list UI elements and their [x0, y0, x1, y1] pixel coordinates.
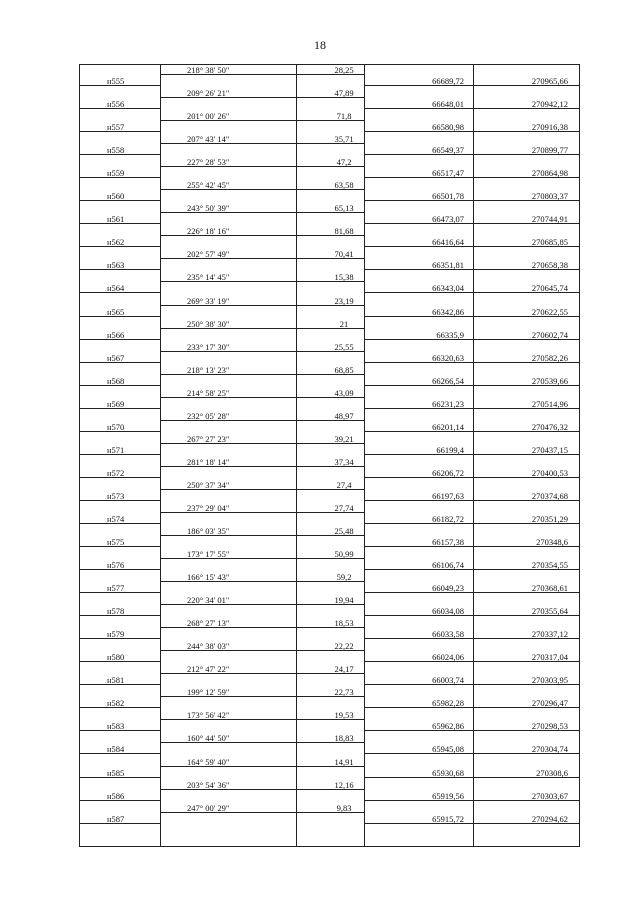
x-coordinate-cell: 66335,9: [436, 329, 464, 340]
angle-cell: 235° 14' 45": [187, 272, 230, 283]
x-coordinate-cell: 66024,06: [432, 652, 464, 663]
x-coordinate-cell: 66343,04: [432, 283, 464, 294]
distance-cell: 48,97: [334, 410, 354, 421]
angle-cell: 214° 58' 25": [187, 387, 230, 398]
point-id-cell: н576: [107, 560, 125, 571]
angle-cell: 201° 00' 26": [187, 111, 230, 122]
angle-cell: 173° 17' 55": [187, 549, 230, 560]
y-coordinate-cell: 270304,74: [531, 744, 568, 755]
x-coordinate-cell: 66501,78: [432, 191, 464, 202]
distance-cell: 9,83: [336, 802, 352, 813]
point-id-cell: н566: [107, 329, 125, 340]
x-coordinate-cell: 66266,54: [432, 375, 464, 386]
y-coordinate-cell: 270348,6: [536, 537, 568, 547]
distance-cell: 15,38: [334, 272, 354, 283]
angle-cell: 218° 13' 23": [187, 364, 230, 375]
angle-cell: 255° 42' 45": [187, 180, 230, 191]
point-id-cell: н569: [107, 398, 125, 409]
y-coordinate-cell: 270965,66: [531, 76, 568, 86]
point-id-cell: н558: [107, 145, 125, 156]
y-coordinate-cell: 270294,62: [531, 813, 568, 824]
distance-cell: 63,58: [334, 180, 354, 191]
y-coordinate-cell: 270374,68: [531, 490, 568, 501]
x-coordinate-cell: 66197,63: [432, 490, 464, 501]
point-id-cell: н587: [107, 813, 125, 824]
distance-cell: 19,94: [334, 595, 354, 606]
point-id-cell: н580: [107, 652, 125, 663]
y-coordinate-cell: 270864,98: [531, 168, 568, 179]
point-id-cell: н561: [107, 214, 125, 225]
coordinates-table: [79, 64, 580, 847]
point-id-cell: н571: [107, 444, 125, 455]
angle-cell: 268° 27' 13": [187, 618, 230, 629]
angle-cell: 267° 27' 23": [187, 433, 230, 444]
x-coordinate-cell: 66473,07: [432, 214, 464, 225]
point-id-cell: н584: [107, 744, 125, 755]
x-coordinate-cell: 66003,74: [432, 675, 464, 686]
y-coordinate-cell: 270803,37: [531, 191, 568, 202]
angle-cell: 281° 18' 14": [187, 456, 230, 467]
distance-cell: 65,13: [334, 203, 354, 214]
y-coordinate-cell: 270303,95: [531, 675, 568, 686]
y-coordinate-cell: 270317,04: [531, 652, 568, 663]
distance-cell: 43,09: [334, 387, 354, 398]
x-coordinate-cell: 66033,58: [432, 629, 464, 640]
distance-cell: 19,53: [334, 710, 354, 721]
point-id-cell: н575: [107, 537, 125, 547]
angle-cell: 160° 44' 50": [187, 733, 230, 744]
x-coordinate-cell: 66342,86: [432, 306, 464, 317]
y-coordinate-cell: 270298,53: [531, 721, 568, 732]
point-id-cell: н583: [107, 721, 125, 732]
angle-cell: 233° 17' 30": [187, 341, 230, 352]
point-id-cell: н577: [107, 583, 125, 594]
x-coordinate-cell: 66231,23: [432, 398, 464, 409]
angle-cell: 237° 29' 04": [187, 502, 230, 513]
angle-cell: 218° 38' 50": [187, 65, 230, 75]
point-id-cell: н570: [107, 421, 125, 432]
angle-cell: 232° 05' 28": [187, 410, 230, 421]
y-coordinate-cell: 270337,12: [531, 629, 568, 640]
point-id-cell: н565: [107, 306, 125, 317]
distance-cell: 23,19: [334, 295, 354, 306]
y-coordinate-cell: 270368,61: [531, 583, 568, 594]
y-coordinate-cell: 270685,85: [531, 237, 568, 248]
x-coordinate-cell: 65919,56: [432, 790, 464, 801]
distance-cell: 25,55: [334, 341, 354, 352]
angle-cell: 220° 34' 01": [187, 595, 230, 606]
distance-cell: 24,17: [334, 664, 354, 675]
x-coordinate-cell: 66351,81: [432, 260, 464, 271]
x-coordinate-cell: 66201,14: [432, 421, 464, 432]
distance-cell: 35,71: [334, 134, 354, 145]
y-coordinate-cell: 270437,15: [531, 444, 568, 455]
x-coordinate-cell: 66049,23: [432, 583, 464, 594]
angle-cell: 247° 00' 29": [187, 802, 230, 813]
distance-cell: 47,2: [336, 157, 352, 168]
angle-cell: 243° 50' 39": [187, 203, 230, 214]
y-coordinate-cell: 270602,74: [531, 329, 568, 340]
point-id-cell: н559: [107, 168, 125, 179]
distance-cell: 59,2: [336, 572, 352, 583]
point-id-cell: н556: [107, 99, 125, 110]
x-coordinate-cell: 66517,47: [432, 168, 464, 179]
point-id-cell: н560: [107, 191, 125, 202]
y-coordinate-cell: 270942,12: [531, 99, 568, 110]
x-coordinate-cell: 65982,28: [432, 698, 464, 709]
angle-cell: 269° 33' 19": [187, 295, 230, 306]
column-divider-angle: [296, 64, 297, 847]
x-coordinate-cell: 66580,98: [432, 122, 464, 133]
x-coordinate-cell: 65962,86: [432, 721, 464, 732]
x-coordinate-cell: 65945,08: [432, 744, 464, 755]
distance-cell: 18,53: [334, 618, 354, 629]
angle-cell: 209° 26' 21": [187, 88, 230, 99]
angle-cell: 250° 38' 30": [187, 318, 230, 329]
distance-cell: 71,8: [336, 111, 352, 122]
x-coordinate-cell: 66549,37: [432, 145, 464, 156]
distance-cell: 25,48: [334, 526, 354, 536]
y-coordinate-cell: 270303,67: [531, 790, 568, 801]
distance-cell: 68,85: [334, 364, 354, 375]
y-coordinate-cell: 270351,29: [531, 513, 568, 524]
angle-cell: 250° 37' 34": [187, 479, 230, 490]
angle-cell: 166° 15' 43": [187, 572, 230, 583]
distance-cell: 18,83: [334, 733, 354, 744]
y-coordinate-cell: 270308,6: [536, 767, 568, 778]
angle-cell: 212° 47' 22": [187, 664, 230, 675]
x-coordinate-cell: 66689,72: [432, 76, 464, 86]
y-coordinate-cell: 270916,38: [531, 122, 568, 133]
y-coordinate-cell: 270514,96: [531, 398, 568, 409]
point-id-cell: н573: [107, 490, 125, 501]
point-id-cell: н567: [107, 352, 125, 363]
x-coordinate-cell: 66648,01: [432, 99, 464, 110]
distance-cell: 28,25: [334, 65, 354, 75]
distance-cell: 22,22: [334, 641, 354, 652]
y-coordinate-cell: 270355,64: [531, 606, 568, 617]
y-coordinate-cell: 270622,55: [531, 306, 568, 317]
distance-cell: 27,74: [334, 502, 354, 513]
angle-cell: 186° 03' 35": [187, 526, 230, 536]
angle-cell: 226° 18' 16": [187, 226, 230, 237]
angle-cell: 244° 38' 03": [187, 641, 230, 652]
y-coordinate-cell: 270658,38: [531, 260, 568, 271]
x-coordinate-cell: 66320,63: [432, 352, 464, 363]
y-coordinate-cell: 270354,55: [531, 560, 568, 571]
x-coordinate-cell: 66416,64: [432, 237, 464, 248]
distance-cell: 39,21: [334, 433, 354, 444]
y-coordinate-cell: 270899,77: [531, 145, 568, 156]
distance-cell: 47,89: [334, 88, 354, 99]
point-id-cell: н563: [107, 260, 125, 271]
point-id-cell: н574: [107, 513, 125, 524]
x-coordinate-cell: 66206,72: [432, 467, 464, 478]
x-coordinate-cell: 66199,4: [436, 444, 464, 455]
y-coordinate-cell: 270539,66: [531, 375, 568, 386]
y-coordinate-cell: 270296,47: [531, 698, 568, 709]
point-id-cell: н555: [107, 76, 125, 86]
point-id-cell: н586: [107, 790, 125, 801]
x-coordinate-cell: 66182,72: [432, 513, 464, 524]
page-number: 18: [314, 38, 326, 52]
distance-cell: 12,16: [334, 779, 354, 790]
distance-cell: 27,4: [336, 479, 352, 490]
angle-cell: 173° 56' 42": [187, 710, 230, 721]
x-coordinate-cell: 66106,74: [432, 560, 464, 571]
y-coordinate-cell: 270400,53: [531, 467, 568, 478]
y-coordinate-cell: 270744,91: [531, 214, 568, 225]
distance-cell: 37,34: [334, 456, 354, 467]
x-coordinate-cell: 66157,38: [432, 537, 464, 547]
angle-cell: 199° 12' 59": [187, 687, 230, 698]
distance-cell: 21: [339, 318, 349, 329]
point-id-cell: н579: [107, 629, 125, 640]
y-coordinate-cell: 270582,26: [531, 352, 568, 363]
table-border-bottom: [79, 846, 580, 847]
point-id-cell: н568: [107, 375, 125, 386]
point-id-cell: н572: [107, 467, 125, 478]
angle-cell: 203° 54' 36": [187, 779, 230, 790]
y-coordinate-cell: 270476,32: [531, 421, 568, 432]
distance-cell: 22,73: [334, 687, 354, 698]
point-id-cell: н562: [107, 237, 125, 248]
distance-cell: 70,41: [334, 249, 354, 260]
point-id-cell: н581: [107, 675, 125, 686]
x-coordinate-cell: 65930,68: [432, 767, 464, 778]
distance-cell: 81,68: [334, 226, 354, 237]
distance-cell: 14,91: [334, 756, 354, 767]
x-coordinate-cell: 66034,08: [432, 606, 464, 617]
point-id-cell: н585: [107, 767, 125, 778]
x-coordinate-cell: 65915,72: [432, 813, 464, 824]
angle-cell: 202° 57' 49": [187, 249, 230, 260]
angle-cell: 227° 28' 53": [187, 157, 230, 168]
point-id-cell: н564: [107, 283, 125, 294]
y-coordinate-cell: 270645,74: [531, 283, 568, 294]
point-id-cell: н557: [107, 122, 125, 133]
point-id-cell: н578: [107, 606, 125, 617]
angle-cell: 207° 43' 14": [187, 134, 230, 145]
angle-cell: 164° 59' 40": [187, 756, 230, 767]
distance-cell: 50,99: [334, 549, 354, 560]
point-id-cell: н582: [107, 698, 125, 709]
